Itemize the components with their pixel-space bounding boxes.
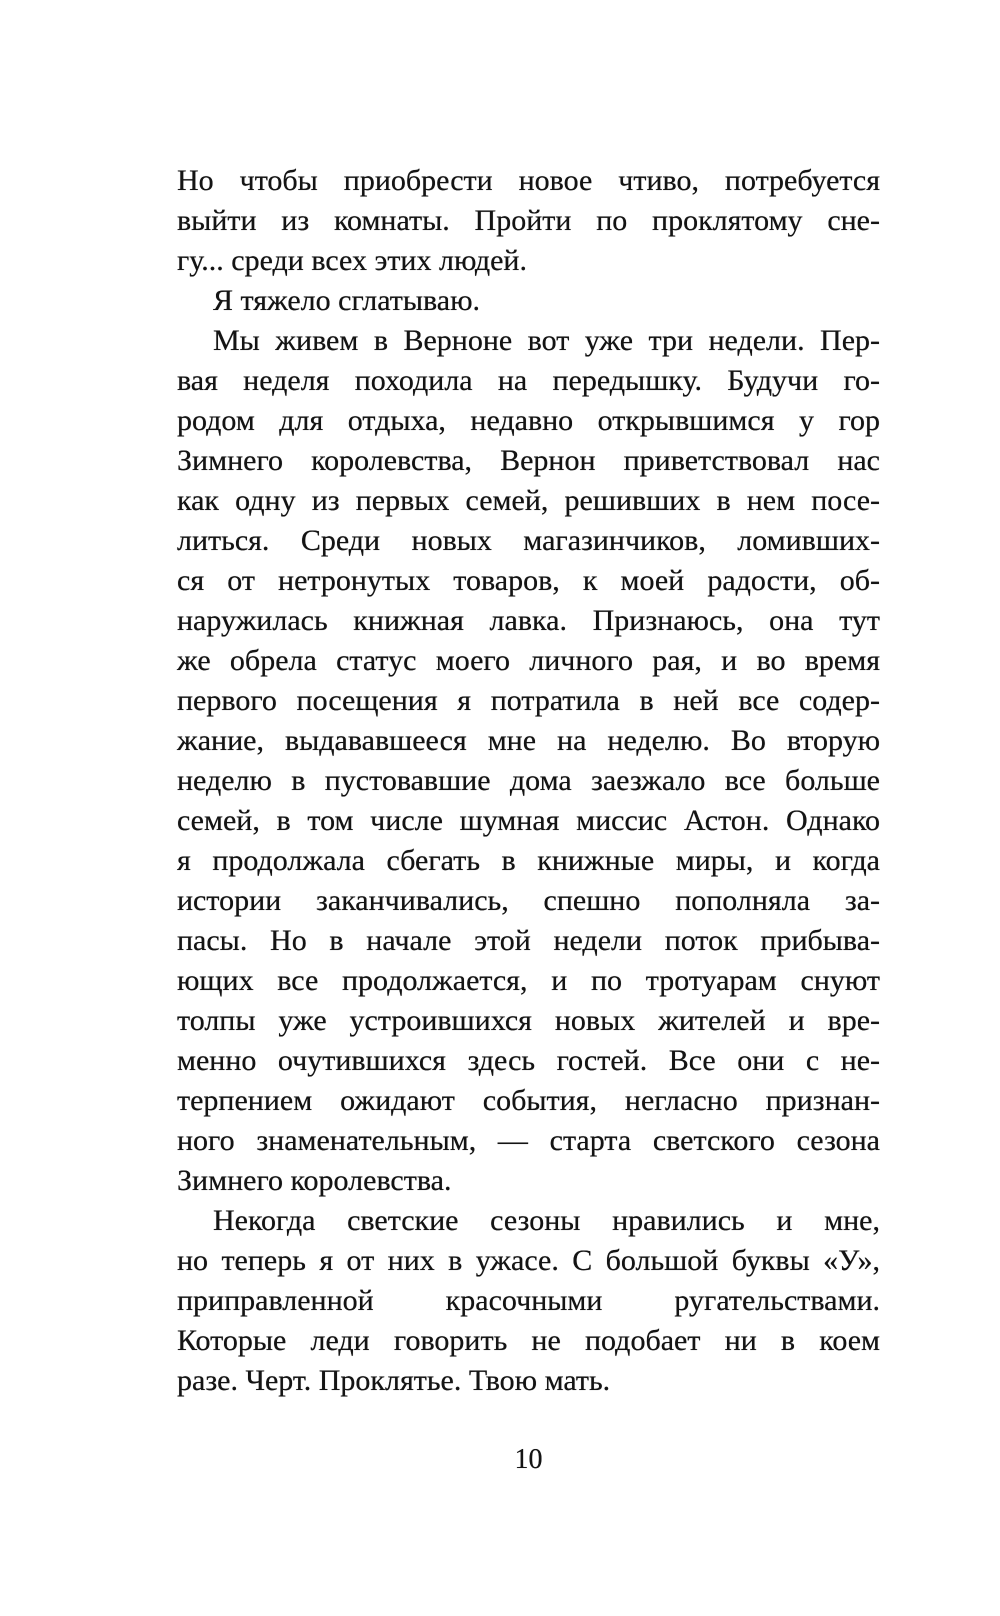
text-line: разе. Черт. Проклятье. Твою мать. xyxy=(177,1364,611,1397)
text-line: семей, в том числе шумная миссис Астон. Однако xyxy=(177,804,880,837)
text-line: ющих все продолжается, и по тротуарам снуют xyxy=(177,964,880,997)
text-line: литься. Среди новых магазинчиков, ломивших- xyxy=(177,524,880,557)
text-line: пасы. Но в начале этой недели поток прибыва- xyxy=(177,924,880,957)
text-line: но теперь я от них в ужасе. С большой буквы «У», xyxy=(177,1244,880,1277)
text-line: наружилась книжная лавка. Признаюсь, она тут xyxy=(177,604,880,637)
text-line: как одну из первых семей, решивших в нем посе- xyxy=(177,484,880,517)
text-line: толпы уже устроившихся новых жителей и вре- xyxy=(177,1004,880,1037)
text-line: ся от нетронутых товаров, к моей радости, об- xyxy=(177,564,880,597)
text-line: Некогда светские сезоны нравились и мне, xyxy=(213,1204,880,1237)
text-line: менно очутившихся здесь гостей. Все они с не- xyxy=(177,1044,880,1077)
text-line: Зимнего королевства. xyxy=(177,1164,452,1197)
page-number: 10 xyxy=(514,1444,543,1475)
text-line: вая неделя походила на передышку. Будучи го- xyxy=(177,364,880,397)
text-line: первого посещения я потратила в ней все содер- xyxy=(177,684,880,717)
text-line: же обрела статус моего личного рая, и во время xyxy=(177,644,880,677)
text-line: я продолжала сбегать в книжные миры, и когда xyxy=(177,844,880,877)
text-line: жание, выдававшееся мне на неделю. Во вторую xyxy=(177,724,880,757)
text-line: гу... среди всех этих людей. xyxy=(177,244,527,277)
text-block xyxy=(177,161,880,1401)
text-line: Мы живем в Верноне вот уже три недели. Пер- xyxy=(213,324,880,357)
text-line: выйти из комнаты. Пройти по проклятому сне- xyxy=(177,204,880,237)
text-line: Но чтобы приобрести новое чтиво, потребуется xyxy=(177,164,880,197)
text-line: родом для отдыха, недавно открывшимся у гор xyxy=(177,404,880,437)
text-line: Зимнего королевства, Вернон приветствовал нас xyxy=(177,444,880,477)
text-line: приправленной красочными ругательствами. xyxy=(177,1284,880,1317)
text-line: ного знаменательным, — старта светского сезона xyxy=(177,1124,880,1157)
text-line: неделю в пустовавшие дома заезжало все больше xyxy=(177,764,880,797)
text-line: терпением ожидают события, негласно признан- xyxy=(177,1084,880,1117)
text-line: истории заканчивались, спешно пополняла за- xyxy=(177,884,880,917)
text-line: Которые леди говорить не подобает ни в коем xyxy=(177,1324,880,1357)
text-line: Я тяжело сглатываю. xyxy=(213,284,481,317)
